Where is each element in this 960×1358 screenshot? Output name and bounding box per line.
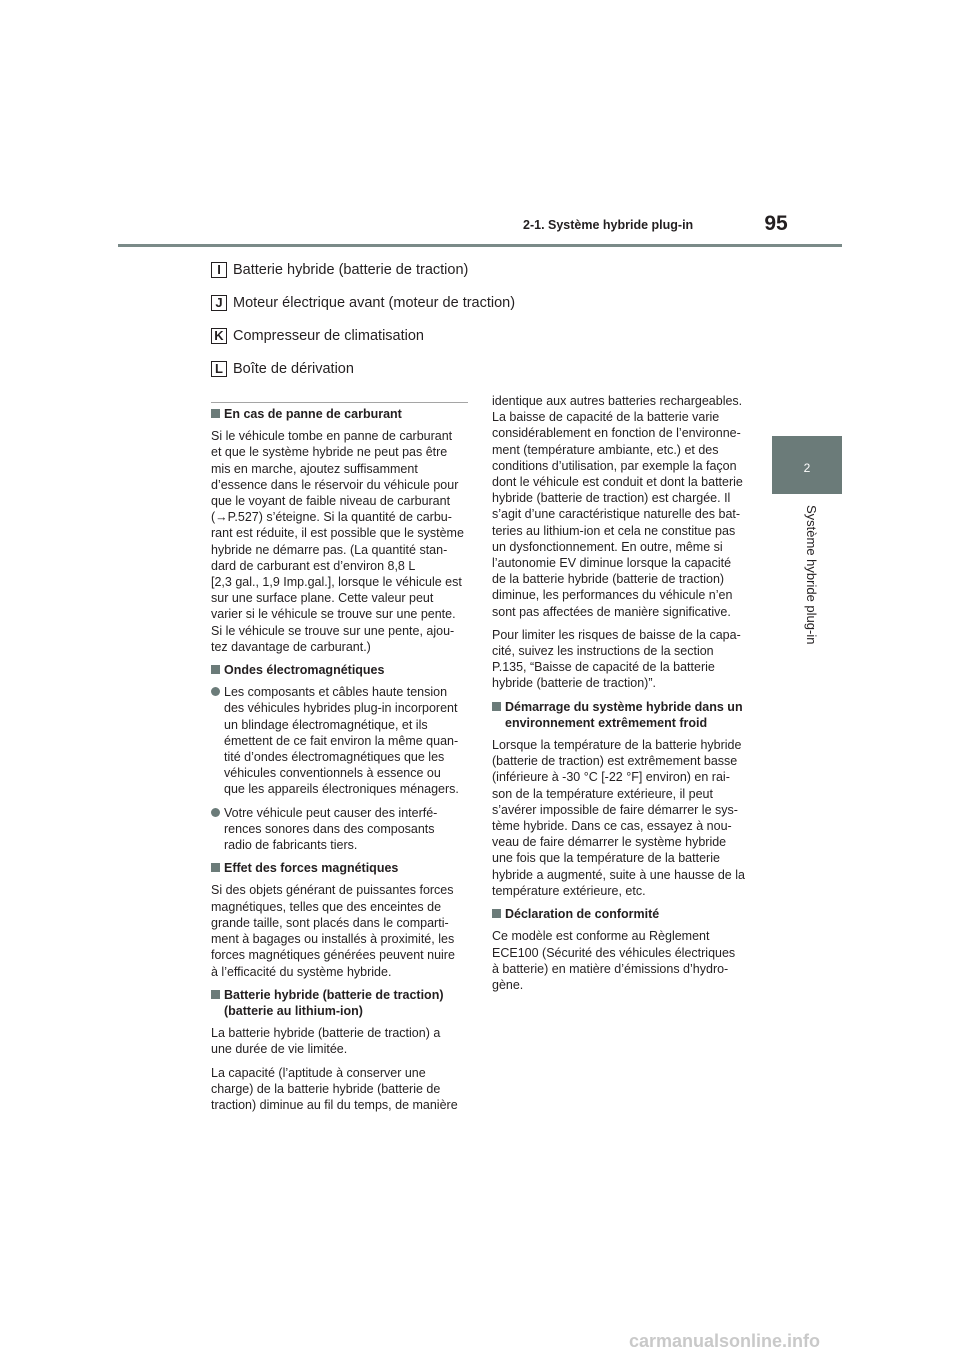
legend-badge: L bbox=[211, 361, 227, 377]
bullet-text: Les composants et câbles haute tension des véhicules hybrides plug-in incorporent un blindage électromagnétique, et ils émettent de ce fait environ la même quan- tité d’ondes électromagnétiques que les véhicules conventionnels à essence ou que les appareils électroniques ménagers. bbox=[224, 685, 459, 797]
circle-bullet-icon bbox=[211, 687, 220, 696]
bullet-item bbox=[211, 805, 471, 854]
section-header-title: 2-1. Système hybride plug-in bbox=[523, 218, 694, 232]
section-title-line: Batterie hybride (batterie de traction) bbox=[224, 987, 444, 1002]
section-title: Déclaration de conformité bbox=[505, 907, 660, 922]
section-title bbox=[505, 699, 743, 731]
bullet-item bbox=[211, 684, 471, 797]
legend-badge: I bbox=[211, 262, 227, 278]
section-heading bbox=[211, 406, 471, 422]
legend-text: Compresseur de climatisation bbox=[233, 328, 424, 344]
chapter-tab: 2 bbox=[772, 436, 842, 494]
section-heading bbox=[211, 662, 471, 678]
section-heading bbox=[211, 987, 471, 1019]
paragraph: Si le véhicule tombe en panne de carburant et que le système hybride ne peut pas être mis en marche, ajoutez suffisamment d’essence dans le réservoir du véhicule pour que le voyant de faible niveau de carburant (→P.527) s’éteigne. Si la quantité de carbu- rant est réduite, il est possible que le système hybride ne démarre pas. (La quantité stan- dard de carburant est d’environ 8,8 L [2,3 gal., 1,9 Imp.gal.], lorsque le véhicule est sur une surface plane. Cette valeur peut varier si le véhicule se trouve sur une pente. Si le véhicule se trouve sur une pente, ajou- tez davantage de carburant.) bbox=[211, 429, 464, 654]
square-bullet-icon bbox=[211, 665, 220, 674]
section-title-line: environnement extrêmement froid bbox=[505, 715, 708, 730]
legend-item bbox=[211, 295, 515, 311]
paragraph: La batterie hybride (batterie de traction) a une durée de vie limitée. bbox=[211, 1026, 441, 1057]
legend-text: Moteur électrique avant (moteur de traction) bbox=[233, 295, 516, 311]
watermark: carmanualsonline.info bbox=[629, 1331, 821, 1351]
section-title bbox=[224, 987, 444, 1019]
paragraph: Si des objets générant de puissantes forces magnétiques, telles que des enceintes de grande taille, sont placés dans le comparti- ment à bagages ou installés à proximité, les forces magnétiques générées peuvent nuire à l’efficacité du système hybride. bbox=[211, 883, 455, 979]
page-number: 95 bbox=[764, 212, 788, 235]
legend-item bbox=[211, 361, 515, 377]
square-bullet-icon bbox=[211, 863, 220, 872]
header-divider bbox=[118, 244, 842, 247]
legend-badge: K bbox=[211, 328, 227, 344]
paragraph: Pour limiter les risques de baisse de la capa- cité, suivez les instructions de la section P.135, “Baisse de capacité de la batterie hybride (batterie de traction)”. bbox=[492, 627, 741, 691]
section-heading bbox=[492, 699, 754, 731]
right-column bbox=[492, 393, 754, 1000]
component-legend bbox=[211, 262, 515, 394]
section-title: En cas de panne de carburant bbox=[224, 407, 402, 421]
legend-text: Batterie hybride (batterie de traction) bbox=[233, 262, 469, 278]
legend-text: Boîte de dérivation bbox=[233, 361, 354, 377]
section-title-line: (batterie au lithium-ion) bbox=[224, 1003, 363, 1018]
paragraph: identique aux autres batteries rechargeables. La baisse de capacité de la batterie varie considérablement en fonction de l’environne- ment (température ambiante, etc.) et des conditions d’utilisation, par exemple la façon dont le véhicule est conduit et dont la batterie hybride (batterie de traction) est chargée. Il s’agit d’une caractéristique naturelle des bat- teries au lithium-ion et cela ne constitue pas un dysfonctionnement. En outre, même si l’autonomie EV diminue lorsque la capacité de la batterie hybride (batterie de traction) diminue, les performances du véhicule n’en sont pas affectées de manière significative. bbox=[492, 394, 743, 619]
section-title: Effet des forces magnétiques bbox=[224, 861, 399, 876]
square-bullet-icon bbox=[492, 909, 501, 918]
paragraph: Lorsque la température de la batterie hybride (batterie de traction) est extrêmement basse (inférieure à -30 °C [-22 °F] environ) en rai- son de la température extérieure, il peut s’avérer impossible de faire démarrer le sys- tème hybride. Dans ce cas, essayez à nou- veau de faire démarrer le système hybride une fois que la température de la batterie hybride a augmenté, suite à une hausse de la température extérieure, etc. bbox=[492, 738, 745, 898]
legend-item bbox=[211, 328, 515, 344]
square-bullet-icon bbox=[211, 990, 220, 999]
section-heading bbox=[492, 906, 754, 922]
circle-bullet-icon bbox=[211, 808, 220, 817]
square-bullet-icon bbox=[492, 702, 501, 711]
section-title: Ondes électromagnétiques bbox=[224, 663, 385, 678]
legend-badge: J bbox=[211, 295, 227, 311]
section-title-line: Démarrage du système hybride dans un bbox=[505, 699, 743, 714]
left-column bbox=[211, 406, 471, 1120]
column-divider bbox=[211, 402, 468, 403]
bullet-text: Votre véhicule peut causer des interfé- rences sonores dans des composants radio de fabricants tiers. bbox=[224, 805, 438, 853]
paragraph: Ce modèle est conforme au Règlement ECE100 (Sécurité des véhicules électriques à batterie) en matière d’émissions d’hydro- gène. bbox=[492, 929, 736, 992]
paragraph: La capacité (l’aptitude à conserver une charge) de la batterie hybride (batterie de traction) diminue au fil du temps, de manière bbox=[211, 1065, 458, 1112]
section-heading bbox=[211, 860, 471, 876]
square-bullet-icon bbox=[211, 409, 220, 418]
legend-item bbox=[211, 262, 515, 278]
chapter-tab-label: Système hybride plug-in bbox=[804, 505, 819, 645]
